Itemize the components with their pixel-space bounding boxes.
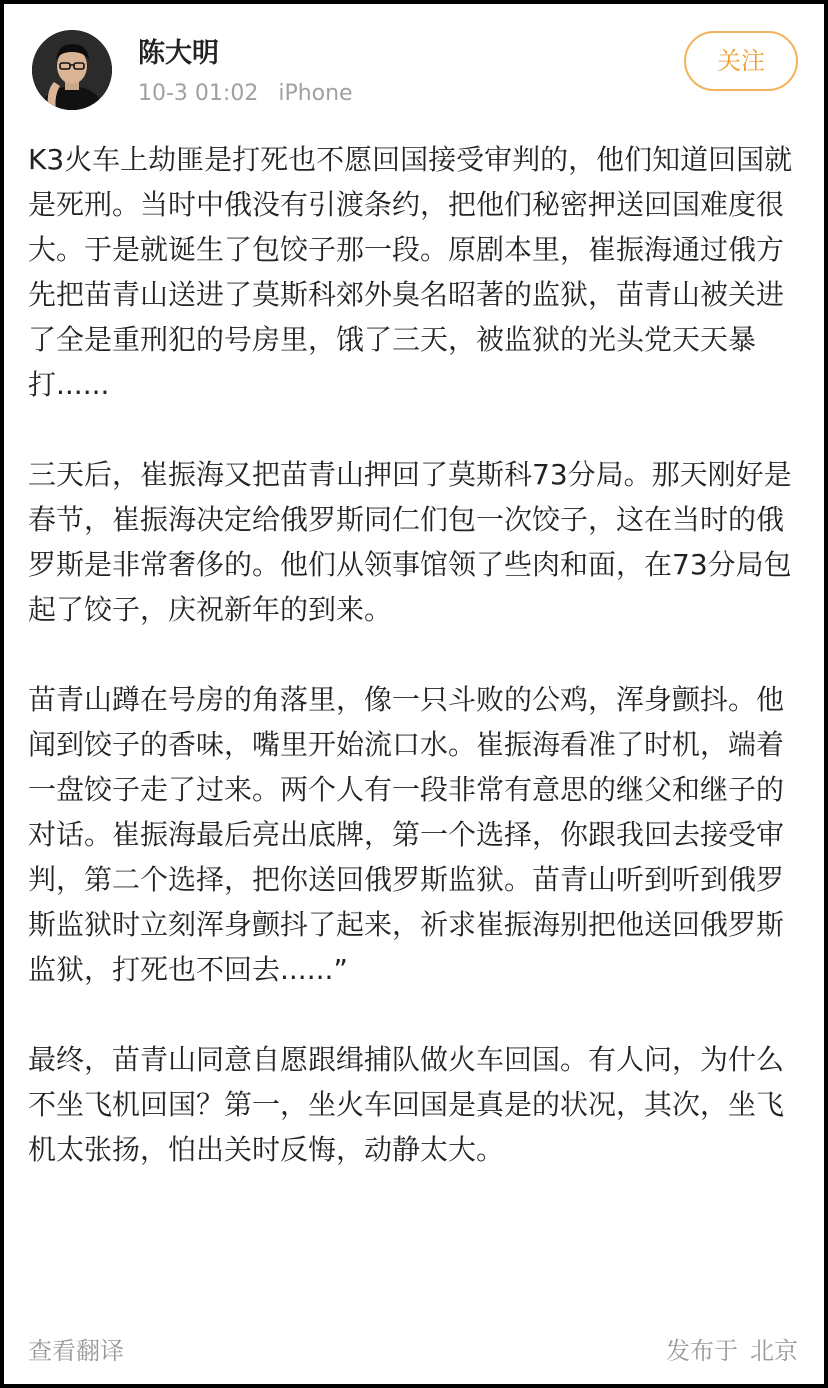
post-paragraph: K3火车上劫匪是打死也不愿回国接受审判的，他们知道回国就是死刑。当时中俄没有引渡条约，把他们秘密押送回国难度很大。于是就诞生了包饺子那一段。原剧本里，崔振海通过俄方先把苗青山送进了莫斯科郊外臭名昭著的监狱，苗青山被关进了全是重刑犯的号房里，饿了三天，被监狱的光头党天天暴打...... bbox=[28, 143, 793, 401]
weibo-post-card bbox=[4, 4, 824, 1384]
published-location bbox=[666, 1334, 798, 1368]
author-avatar[interactable] bbox=[32, 30, 112, 110]
post-paragraph: 最终，苗青山同意自愿跟缉捕队做火车回国。有人问，为什么不坐飞机回国？第一，坐火车回国是真是的状况，其次，坐飞机太张扬，怕出关时反悔，动静太大。 bbox=[28, 1043, 785, 1166]
view-translation-link[interactable]: 查看翻译 bbox=[28, 1337, 124, 1365]
post-device: iPhone bbox=[278, 81, 353, 106]
follow-button[interactable]: 关注 bbox=[684, 31, 798, 91]
post-content bbox=[28, 137, 798, 1172]
post-meta bbox=[138, 78, 353, 110]
author-name[interactable]: 陈大明 bbox=[138, 38, 219, 69]
published-prefix: 发布于 bbox=[666, 1337, 738, 1365]
post-paragraph: 苗青山蹲在号房的角落里，像一只斗败的公鸡，浑身颤抖。他闻到饺子的香味，嘴里开始流口水。崔振海看准了时机，端着一盘饺子走了过来。两个人有一段非常有意思的继父和继子的对话。崔振海最后亮出底牌，第一个选择，你跟我回去接受审判，第二个选择，把你送回俄罗斯监狱。苗青山听到听到俄罗斯监狱时立刻浑身颤抖了起来，祈求崔振海别把他送回俄罗斯监狱，打死也不回去......” bbox=[28, 683, 785, 986]
location-text: 北京 bbox=[750, 1337, 798, 1365]
post-paragraph: 三天后，崔振海又把苗青山押回了莫斯科73分局。那天刚好是春节，崔振海决定给俄罗斯同仁们包一次饺子，这在当时的俄罗斯是非常奢侈的。他们从领事馆领了些肉和面，在73分局包起了饺子，庆祝新年的到来。 bbox=[28, 458, 792, 626]
post-time: 10-3 01:02 bbox=[138, 81, 259, 106]
avatar-photo-icon bbox=[32, 30, 112, 110]
